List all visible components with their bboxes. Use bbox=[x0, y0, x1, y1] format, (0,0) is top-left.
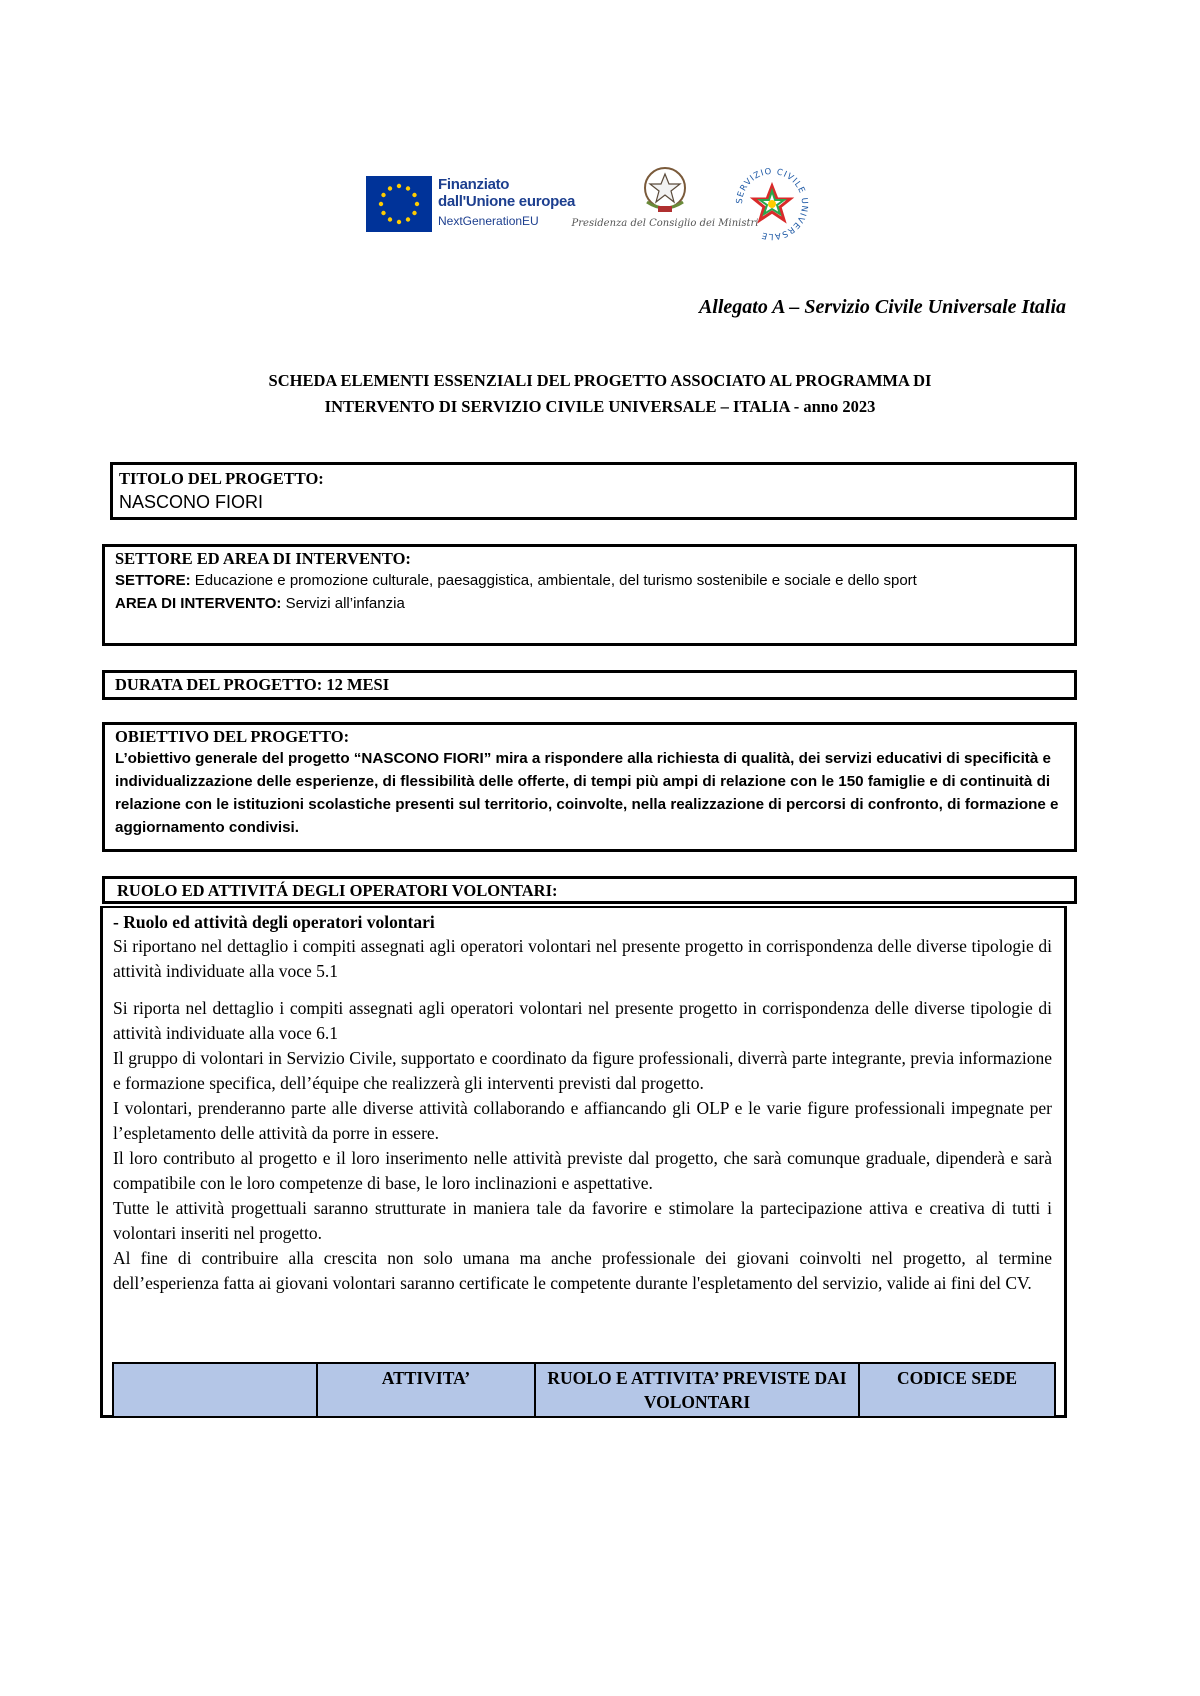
table-header-codice-sede: CODICE SEDE bbox=[859, 1363, 1055, 1417]
obiettivo-text: L’obiettivo generale del progetto “NASCONO FIORI” mira a rispondere alla richiesta di qualità, dei servizi educativi di specificità e individualizzazione delle esperienze, di flessibilità delle offerte, di tempi più ampi di relazione con le 150 famiglie e di continuità di relazione con le istituzioni scolastiche presenti sul territorio, coinvolte, nella realizzazione di percorsi di confronto, di formazione e aggiornamento condivisi. bbox=[115, 750, 1059, 836]
document-title bbox=[100, 368, 1100, 420]
ruolo-paragraph-2: Si riporta nel dettaglio i compiti assegnati agli operatori volontari nel presente progetto in corrispondenza delle diverse tipologie di attività individuate alla voce 6.1 bbox=[113, 998, 1052, 1043]
area-value: Servizi all’infanzia bbox=[281, 595, 405, 612]
activity-table bbox=[112, 1362, 1056, 1418]
title-line-2: INTERVENTO DI SERVIZIO CIVILE UNIVERSALE – ITALIA - anno 2023 bbox=[324, 397, 876, 416]
ruolo-paragraph-4: I volontari, prenderanno parte alle diverse attività collaborando e affiancando gli OLP e le varie figure professionali impegnate per l’espletamento delle attività da porre in essere. bbox=[113, 1098, 1052, 1143]
logo-bar bbox=[366, 162, 826, 242]
ruolo-paragraph-1: Si riportano nel dettaglio i compiti assegnati agli operatori volontari nel presente progetto in corrispondenza delle diverse tipologie di attività individuate alla voce 5.1 bbox=[113, 936, 1052, 981]
scu-arc-text: SERVIZIO CIVILE UNIVERSALE bbox=[734, 166, 810, 242]
durata-box bbox=[102, 670, 1077, 700]
ruolo-paragraph-5: Il loro contributo al progetto e il loro inserimento nelle attività previste dal progetto, che sarà comunque graduale, dipenderà e sarà compatibile con le loro competenze di base, le loro inclinazioni e aspettative. bbox=[113, 1148, 1052, 1193]
ruolo-label: RUOLO ED ATTIVITÁ DEGLI OPERATORI VOLONTARI: bbox=[117, 881, 558, 900]
durata-text: DURATA DEL PROGETTO: 12 MESI bbox=[115, 675, 390, 694]
ruolo-subheading: - Ruolo ed attività degli operatori volontari bbox=[113, 912, 435, 932]
table-header-row bbox=[113, 1363, 1055, 1417]
titolo-box bbox=[110, 462, 1077, 520]
allegato-heading: Allegato A – Servizio Civile Universale Italia bbox=[698, 296, 1066, 318]
presidenza-caption: Presidenza del Consiglio dei Ministri bbox=[571, 218, 759, 229]
ruolo-box bbox=[100, 906, 1067, 1418]
ruolo-paragraph-3: Il gruppo di volontari in Servizio Civile, supportato e coordinato da figure professionali, diverrà parte integrante, previa informazione e formazione specifica, dell’équipe che realizzerà gli interventi previsti dal progetto. bbox=[113, 1048, 1052, 1093]
eu-line-2: dall'Unione europea bbox=[438, 193, 576, 210]
table-header-empty bbox=[113, 1363, 317, 1417]
table-header-ruolo: RUOLO E ATTIVITA’ PREVISTE DAI VOLONTARI bbox=[535, 1363, 859, 1417]
table-header-attivita: ATTIVITA’ bbox=[317, 1363, 535, 1417]
servizio-civile-logo-icon bbox=[732, 164, 812, 244]
obiettivo-label: OBIETTIVO DEL PROGETTO: bbox=[115, 727, 350, 746]
eu-line-1: Finanziato bbox=[438, 176, 510, 193]
eu-flag-icon bbox=[366, 176, 432, 232]
ruolo-paragraph-6: Tutte le attività progettuali saranno strutturate in maniera tale da favorire e stimolare la partecipazione attiva e creativa di tutti i volontari inseriti nel progetto. bbox=[113, 1198, 1052, 1243]
area-key: AREA DI INTERVENTO: bbox=[115, 595, 282, 612]
titolo-label: TITOLO DEL PROGETTO: bbox=[119, 469, 324, 488]
obiettivo-box bbox=[102, 722, 1077, 852]
settore-label: SETTORE ED AREA DI INTERVENTO: bbox=[115, 549, 411, 568]
ruolo-header-box bbox=[102, 876, 1077, 904]
settore-key: SETTORE: bbox=[115, 572, 191, 589]
settore-box bbox=[102, 544, 1077, 646]
settore-value: Educazione e promozione culturale, paesaggistica, ambientale, del turismo sostenibile e sociale e dello sport bbox=[190, 572, 917, 589]
area-line bbox=[115, 592, 1064, 615]
ruolo-paragraph-7: Al fine di contribuire alla crescita non solo umana ma anche professionale dei giovani coinvolti nel progetto, al termine dell’esperienza fatta ai giovani volontari saranno certificate le competente durante l'espletamento del servizio, valide ai fini del CV. bbox=[113, 1248, 1052, 1293]
settore-line bbox=[115, 569, 1064, 592]
eu-line-3: NextGenerationEU bbox=[438, 214, 539, 228]
title-line-1: SCHEDA ELEMENTI ESSENZIALI DEL PROGETTO ASSOCIATO AL PROGRAMMA DI bbox=[268, 371, 932, 390]
titolo-value: NASCONO FIORI bbox=[119, 492, 264, 512]
